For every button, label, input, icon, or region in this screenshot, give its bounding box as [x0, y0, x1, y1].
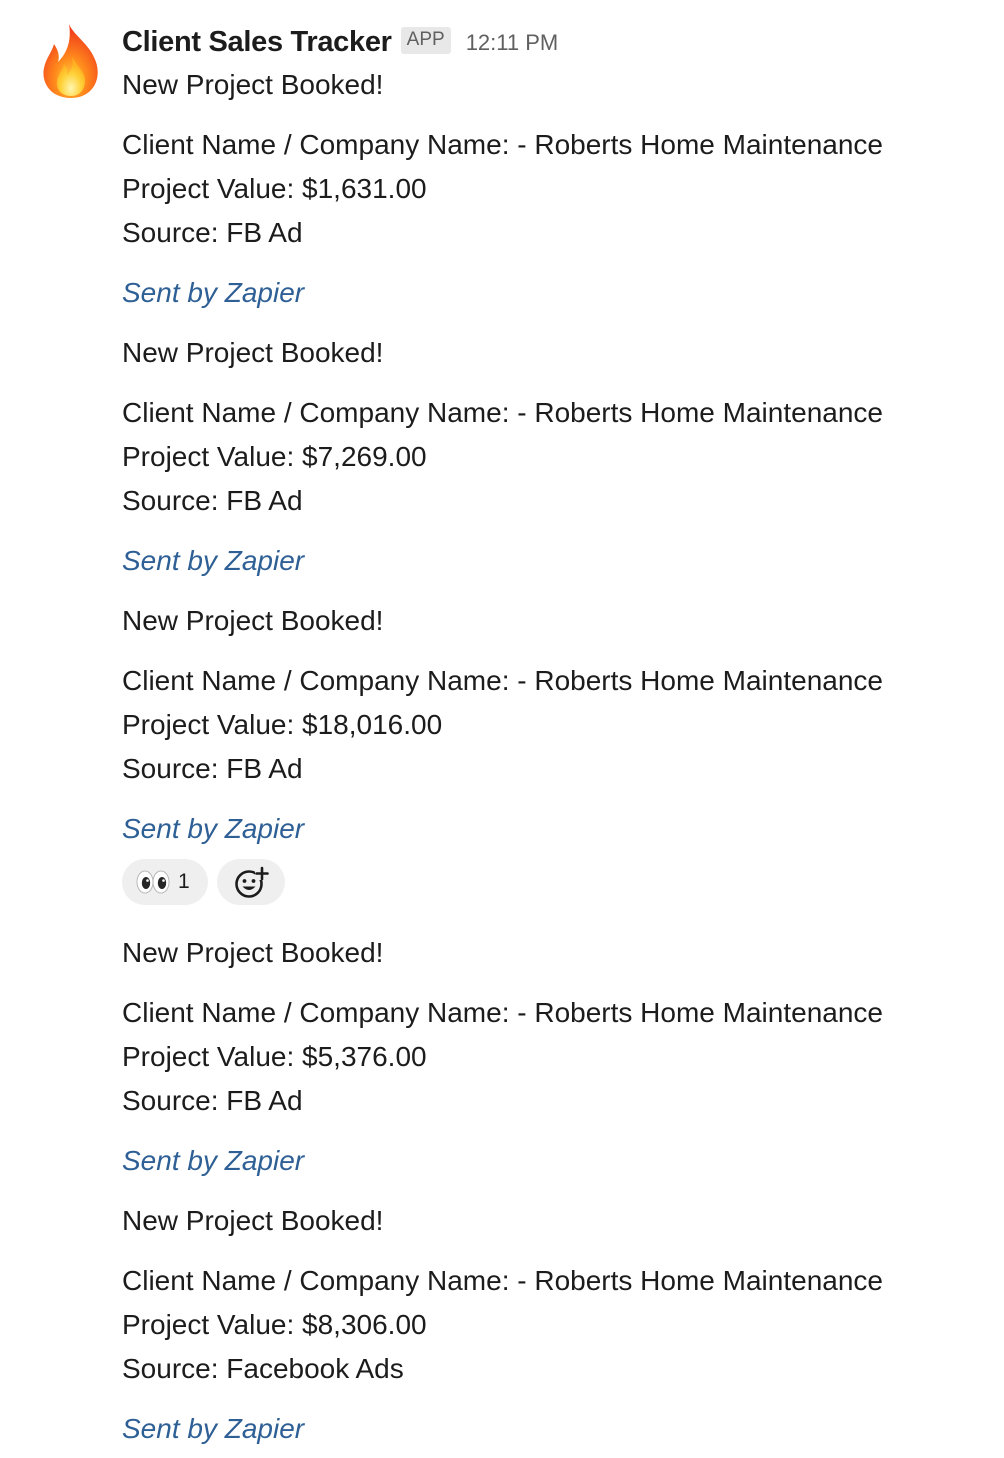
- source-line: Source: FB Ad: [122, 217, 303, 248]
- reaction-eyes[interactable]: [122, 859, 208, 905]
- project-value-line: Project Value: $18,016.00: [122, 709, 443, 740]
- sender-name[interactable]: Client Sales Tracker: [122, 25, 392, 58]
- client-name-line: Client Name / Company Name: - Roberts Home Maintenance: [122, 397, 883, 428]
- reaction-count: 1: [178, 870, 190, 893]
- sent-by-zapier-link[interactable]: Sent by Zapier: [122, 1145, 305, 1176]
- source-line: Source: FB Ad: [122, 485, 303, 516]
- project-value-line: Project Value: $7,269.00: [122, 441, 427, 472]
- project-value-line: Project Value: $8,306.00: [122, 1309, 427, 1340]
- client-name-line: Client Name / Company Name: - Roberts Home Maintenance: [122, 665, 883, 696]
- message-heading: New Project Booked!: [122, 937, 384, 968]
- message-header: [122, 22, 558, 62]
- client-name-line: Client Name / Company Name: - Roberts Home Maintenance: [122, 1265, 883, 1296]
- timestamp[interactable]: 12:11 PM: [465, 30, 559, 55]
- project-value-line: Project Value: $5,376.00: [122, 1041, 427, 1072]
- project-value-line: Project Value: $1,631.00: [122, 173, 427, 204]
- message-heading: New Project Booked!: [122, 337, 384, 368]
- sent-by-zapier-link[interactable]: Sent by Zapier: [122, 1413, 305, 1444]
- source-line: Source: Facebook Ads: [122, 1353, 404, 1384]
- app-badge: APP: [401, 27, 451, 54]
- sent-by-zapier-link[interactable]: Sent by Zapier: [122, 277, 305, 308]
- message-heading: New Project Booked!: [122, 1205, 384, 1236]
- fire-icon: [38, 22, 104, 102]
- add-reaction-button[interactable]: [217, 859, 285, 905]
- add-reaction-icon: [233, 865, 269, 899]
- sent-by-zapier-link[interactable]: Sent by Zapier: [122, 545, 305, 576]
- eyes-emoji-icon: [136, 869, 170, 895]
- message-heading: New Project Booked!: [122, 605, 384, 636]
- avatar[interactable]: [38, 22, 104, 102]
- reaction-bar: [122, 859, 285, 905]
- source-line: Source: FB Ad: [122, 753, 303, 784]
- client-name-line: Client Name / Company Name: - Roberts Home Maintenance: [122, 129, 883, 160]
- client-name-line: Client Name / Company Name: - Roberts Home Maintenance: [122, 997, 883, 1028]
- sent-by-zapier-link[interactable]: Sent by Zapier: [122, 813, 305, 844]
- message-heading: New Project Booked!: [122, 69, 384, 100]
- source-line: Source: FB Ad: [122, 1085, 303, 1116]
